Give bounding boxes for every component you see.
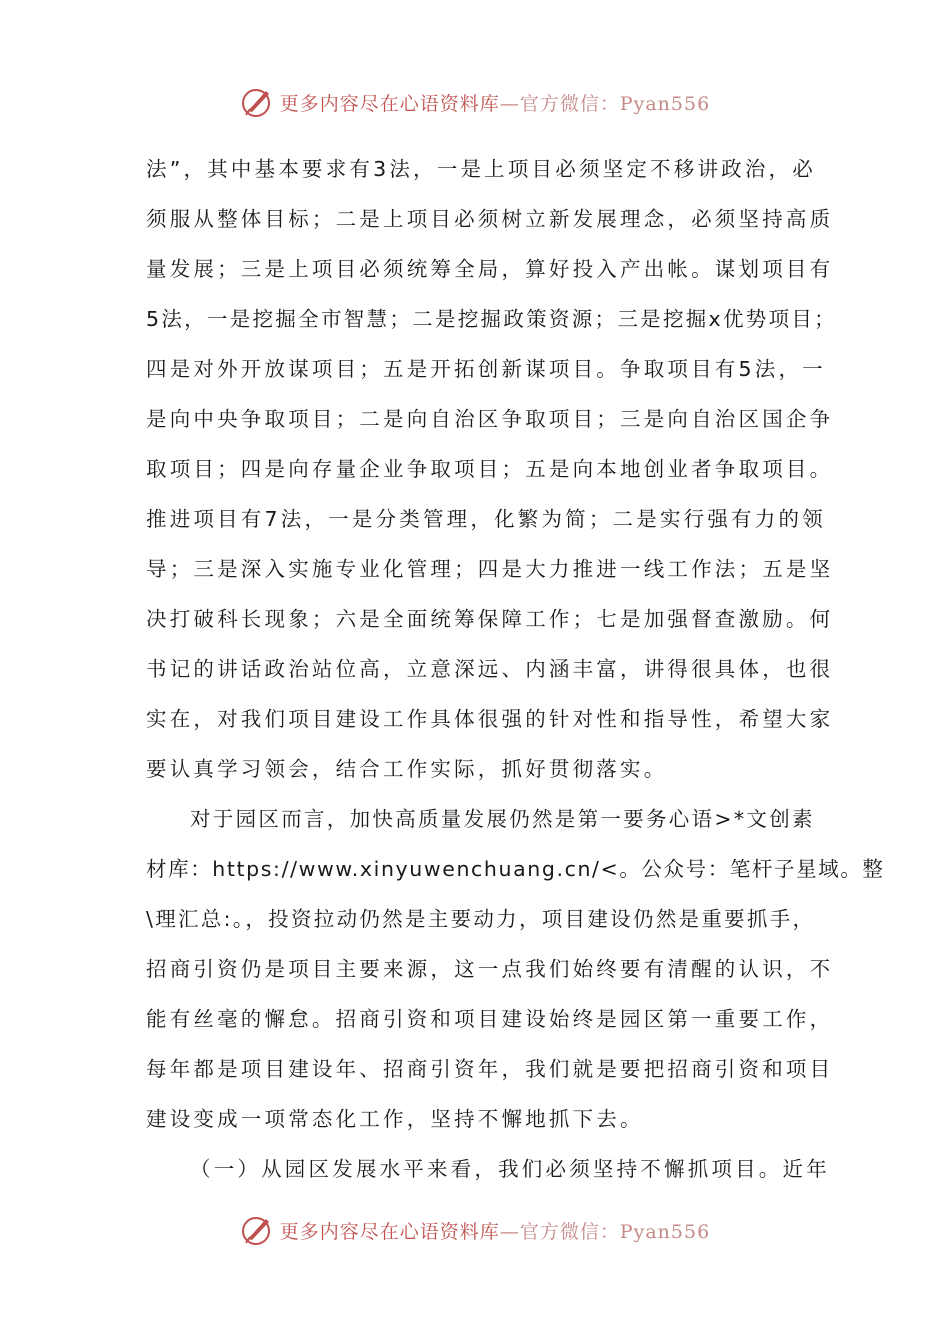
body-line: 建设变成一项常态化工作，坚持不懈地抓下去。: [146, 1107, 644, 1131]
body-line: 实在，对我们项目建设工作具体很强的针对性和指导性，希望大家: [146, 707, 834, 731]
body-line: 须服从整体目标；二是上项目必须树立新发展理念，必须坚持高质: [146, 207, 834, 231]
footer-banner: [0, 1210, 950, 1250]
footer-banner-dash: —: [499, 1220, 520, 1243]
body-line: 每年都是项目建设年、招商引资年，我们就是要把招商引资和项目: [146, 1057, 834, 1081]
header-banner-main: 更多内容尽在心语资料库: [279, 92, 500, 115]
footer-banner-text: [280, 1217, 710, 1244]
body-line: 四是对外开放谋项目；五是开拓创新谋项目。争取项目有5法，一: [146, 357, 826, 381]
body-line: 是向中央争取项目；二是向自治区争取项目；三是向自治区国企争: [146, 407, 834, 431]
footer-banner-main: 更多内容尽在心语资料库: [279, 1220, 500, 1243]
quill-logo-icon: [240, 85, 274, 119]
document-body: [146, 144, 885, 1194]
body-line: 取项目；四是向存量企业争取项目；五是向本地创业者争取项目。: [146, 457, 834, 481]
body-line: 要认真学习领会，结合工作实际，抓好贯彻落实。: [146, 757, 668, 781]
body-line: \理汇总:。，投资拉动仍然是主要动力，项目建设仍然是重要抓手，: [146, 907, 816, 931]
body-line: 书记的讲话政治站位高，立意深远、内涵丰富，讲得很具体，也很: [146, 657, 834, 681]
body-line: 导；三是深入实施专业化管理；四是大力推进一线工作法；五是坚: [146, 557, 834, 581]
quill-logo-icon: [240, 1213, 274, 1247]
body-line: 能有丝毫的懈怠。招商引资和项目建设始终是园区第一重要工作，: [146, 1007, 834, 1031]
body-line: 5法，一是挖掘全市智慧；二是挖掘政策资源；三是挖掘x优势项目；: [146, 307, 837, 331]
body-line: 对于园区而言，加快高质量发展仍然是第一要务心语>*文创素: [190, 807, 815, 831]
body-line: 决打破科长现象；六是全面统筹保障工作；七是加强督查激励。何: [146, 607, 834, 631]
footer-banner-tail: 官方微信：: [519, 1220, 620, 1243]
header-banner-wechat-id: Pyan556: [619, 92, 711, 115]
footer-banner-wechat-id: Pyan556: [619, 1220, 711, 1243]
body-line: 材库：https://www.xinyuwenchuang.cn/<。公众号：笔杆子星域。整: [146, 857, 885, 881]
header-banner: [0, 82, 950, 122]
header-banner-text: [280, 89, 710, 116]
body-line: 法”，其中基本要求有3法，一是上项目必须坚定不移讲政治，必: [146, 157, 816, 181]
header-banner-tail: 官方微信：: [519, 92, 620, 115]
body-line: 量发展；三是上项目必须统筹全局，算好投入产出帐。谋划项目有: [146, 257, 834, 281]
body-line: 推进项目有7法，一是分类管理，化繁为简；二是实行强有力的领: [146, 507, 826, 531]
body-line: （一）从园区发展水平来看，我们必须坚持不懈抓项目。近年: [190, 1157, 830, 1181]
header-banner-dash: —: [499, 92, 520, 115]
body-line: 招商引资仍是项目主要来源，这一点我们始终要有清醒的认识，不: [146, 957, 834, 981]
